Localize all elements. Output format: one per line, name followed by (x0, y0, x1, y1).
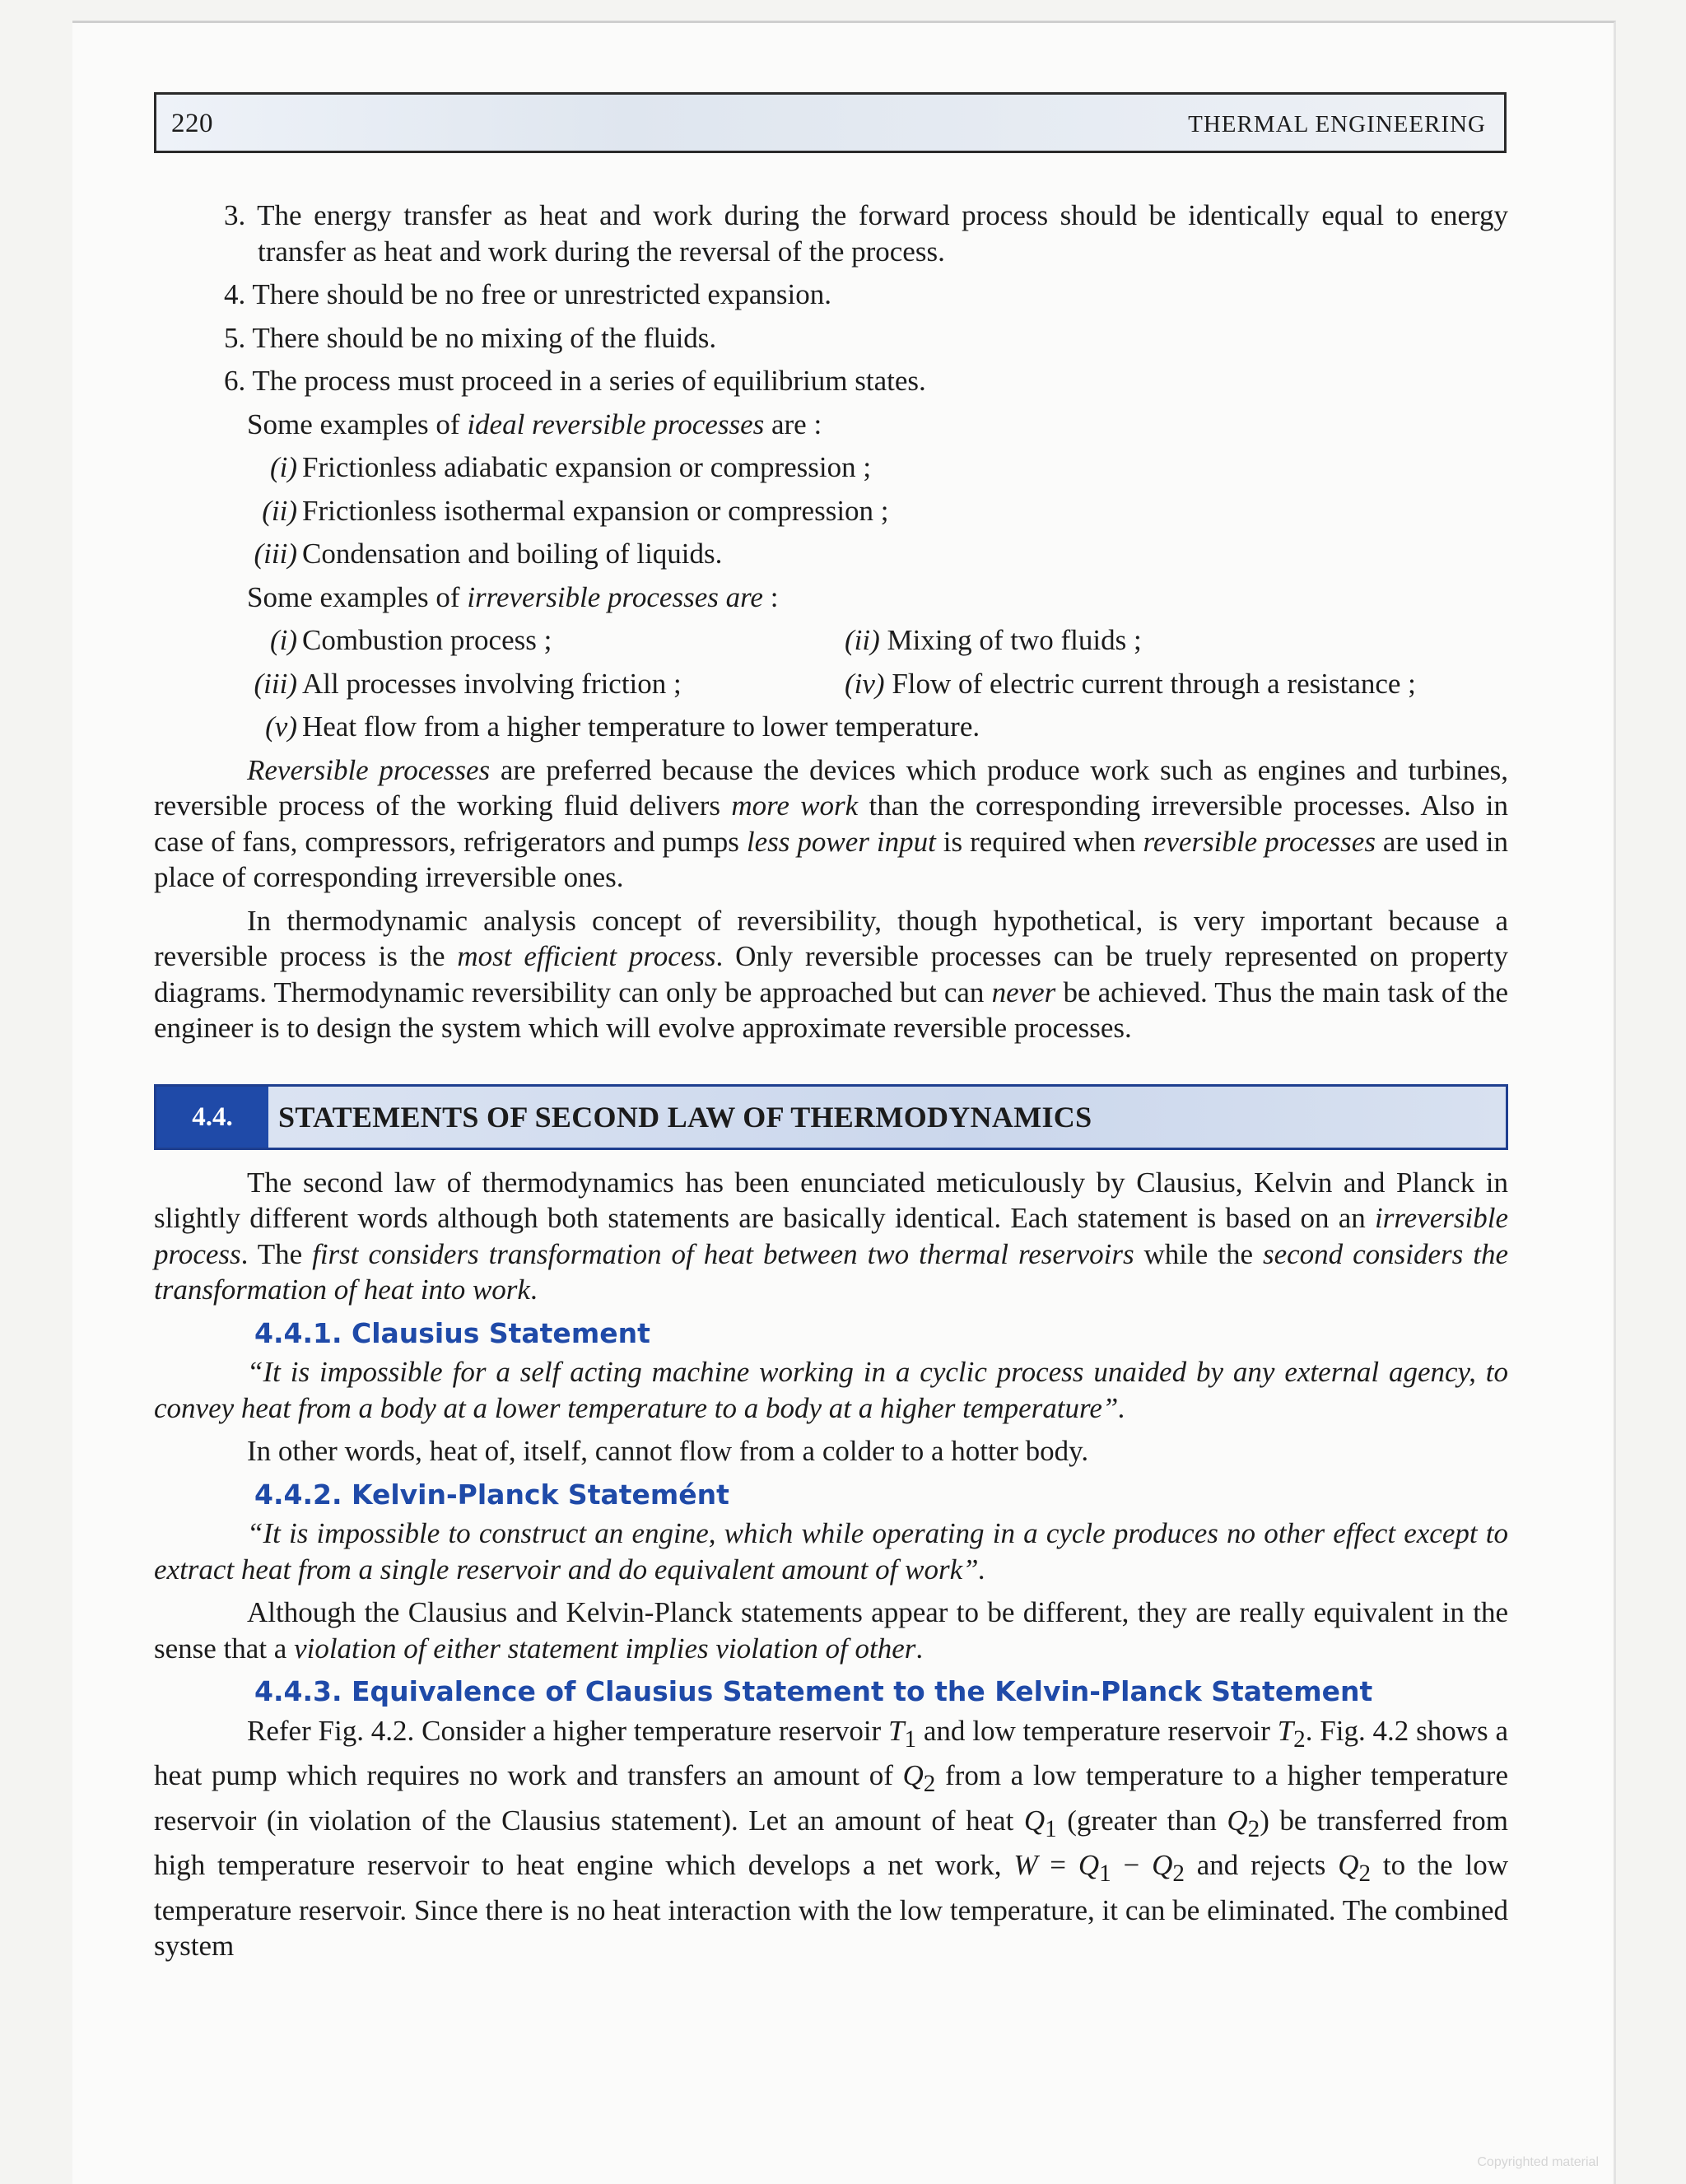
reversible-intro: Some examples of ideal reversible processes are : (247, 407, 822, 440)
irreversible-item: (iii) All processes involving friction ; (254, 667, 682, 700)
reversible-item: (iii) Condensation and boiling of liquids. (254, 538, 723, 570)
running-header (154, 92, 1507, 153)
reversible-item: (ii) Frictionless isothermal expansion or compression ; (262, 494, 889, 527)
irreversible-row (154, 622, 1508, 659)
reversible-item: (i) Frictionless adiabatic expansion or compression ; (269, 451, 872, 483)
copyright-watermark: Copyrighted material (1477, 2155, 1599, 2169)
condition-item: 3. The energy transfer as heat and work during the forward process should be identically equal to energy transfer as heat and work during the reversal of the process. (224, 199, 1508, 268)
irreversible-item: (iv) Flow of electric current through a resistance ; (845, 667, 1416, 700)
subsection-heading-kelvin-planck: 4.4.2. Kelvin-Planck Statemént (254, 1478, 729, 1511)
paragraph-equivalence: Refer Fig. 4.2. Consider a higher temperature reservoir $T_1$ and low temperature reservoir $T_2$. Fig. 4.2 shows a heat pump which requires no work and transfers an amount of $Q_2$ from a low temperature to a higher temperature reservoir (in violation of the Clausius statement). Let an amount of heat $Q_1$ (greater than $Q_2$) be transferred from high temperature reservoir to heat engine which develops a net work, $W = Q_1 - Q_2$ and rejects $Q_2$ to the low temperature reservoir. Since there is no heat interaction with the low temperature, it can be eliminated. The combined system (154, 1714, 1509, 1962)
subsection-heading-equivalence: 4.4.3. Equivalence of Clausius Statement to the Kelvin-Planck Statement (254, 1675, 1373, 1707)
irreversible-row (154, 666, 1508, 702)
condition-item: 6. The process must proceed in a series of equilibrium states. (224, 365, 926, 397)
condition-item: 5. There should be no mixing of the fluids. (224, 321, 717, 354)
irreversible-item: (ii) Mixing of two fluids ; (845, 624, 1142, 656)
clausius-note: In other words, heat of, itself, cannot flow from a colder to a hotter body. (247, 1435, 1089, 1467)
section-heading (154, 1084, 1508, 1150)
kelvin-planck-note: Although the Clausius and Kelvin-Planck statements appear to be different, they are really equivalent in the sense that a violation of either statement implies violation of other. (154, 1596, 1508, 1665)
irreversible-intro: Some examples of irreversible processes are : (247, 580, 779, 613)
clausius-statement-quote: “It is impossible for a self acting machine working in a cyclic process unaided by any external agency, to convey heat from a body at a lower temperature to a body at a higher temperature”. (154, 1356, 1508, 1424)
kelvin-planck-statement-quote: “It is impossible to construct an engine, which while operating in a cycle produces no other effect except to extract heat from a single reservoir and do equivalent amount of work”. (154, 1517, 1508, 1586)
irreversible-item: (v) Heat flow from a higher temperature to lower temperature. (265, 710, 980, 743)
paragraph-reversibility-concept: In thermodynamic analysis concept of reversibility, though hypothetical, is very important because a reversible process is the most efficient process. Only reversible processes can be truely represented on property diagrams. Thermodynamic reversibility can only be approached but can never be achieved. Thus the main task of the engineer is to design the system which will evolve approximate reversible processes. (154, 904, 1508, 1044)
section-title: STATEMENTS OF SECOND LAW OF THERMODYNAMICS (278, 1100, 1092, 1134)
paragraph-reversible-preferred: Reversible processes are preferred because the devices which produce work such as engines and turbines, reversible process of the working fluid delivers more work than the corresponding irreversible processes. Also in case of fans, compressors, refrigerators and pumps less power input is required when reversible processes are used in place of corresponding irreversible ones. (154, 753, 1508, 893)
page-number: 220 (171, 109, 213, 138)
subsection-heading-clausius: 4.4.1. Clausius Statement (254, 1316, 650, 1349)
paragraph-second-law-intro: The second law of thermodynamics has been enunciated meticulously by Clausius, Kelvin and Planck in slightly different words although both statements are basically identical. Each statement is based on an irreversible process. The first considers transformation of heat between two thermal reservoirs while the second considers the transformation of heat into work. (154, 1166, 1508, 1306)
page-body (154, 198, 1508, 1964)
irreversible-item: (i) Combustion process ; (269, 624, 552, 656)
section-number: 4.4. (156, 1087, 268, 1148)
book-title: THERMAL ENGINEERING (1188, 111, 1486, 137)
condition-item: 4. There should be no free or unrestricted expansion. (224, 278, 832, 310)
